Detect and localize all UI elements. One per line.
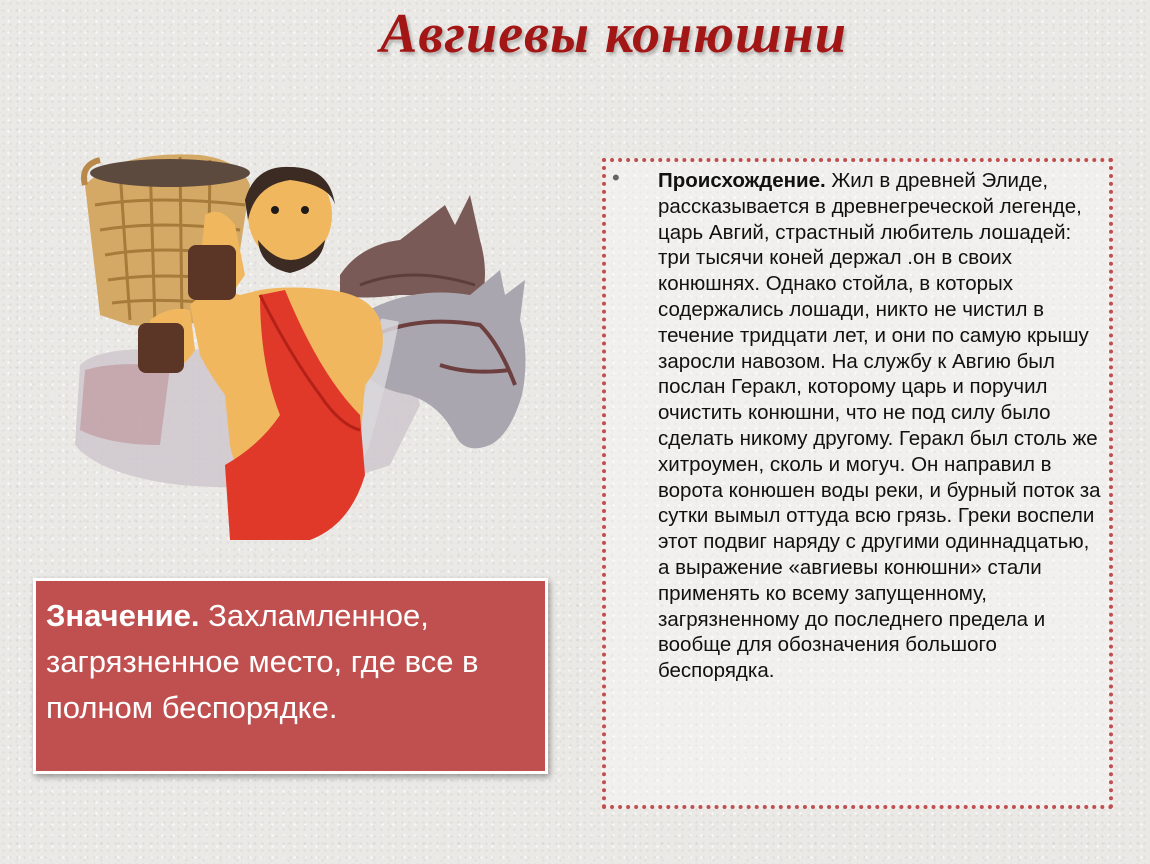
origin-box	[602, 158, 1113, 809]
meaning-label: Значение.	[46, 598, 200, 633]
slide-title: Авгиевы конюшни	[380, 3, 848, 65]
meaning-text: Захламленное, загрязненное место, где все в полном беспорядке.	[46, 598, 479, 725]
meaning-box	[33, 578, 548, 774]
brown-horse-head	[340, 195, 485, 305]
heracles-illustration	[60, 145, 540, 545]
origin-paragraph	[658, 168, 1106, 684]
origin-text: Жил в древней Элиде, рассказывается в древнегреческой легенде, царь Авгий, страстный любитель лошадей: три тысячи коней держал .он в своих конюшнях. Однако стойла, в которых содержались лошади, никто не чистил в течение тридцати лет, и они по самую крышу заросли навозом. На службу к Авгию был послан Геракл, которому царь и поручил очистить конюшни, что не под силу было сделать никому другому. Геракл был столь же хитроумен, сколь и могуч. Он направил в ворота конюшен воды реки, и бурный поток за сутки вымыл оттуда всю грязь. Греки воспели этот подвиг наряду с другими одиннадцатью, а выражение «авгиевы конюшни» стали применять ко всему запущенному, загрязненному до последнего предела и вообще для обозначения большого беспорядка.	[658, 169, 1101, 683]
origin-label: Происхождение.	[658, 169, 826, 192]
origin-bullet: •	[612, 165, 620, 190]
